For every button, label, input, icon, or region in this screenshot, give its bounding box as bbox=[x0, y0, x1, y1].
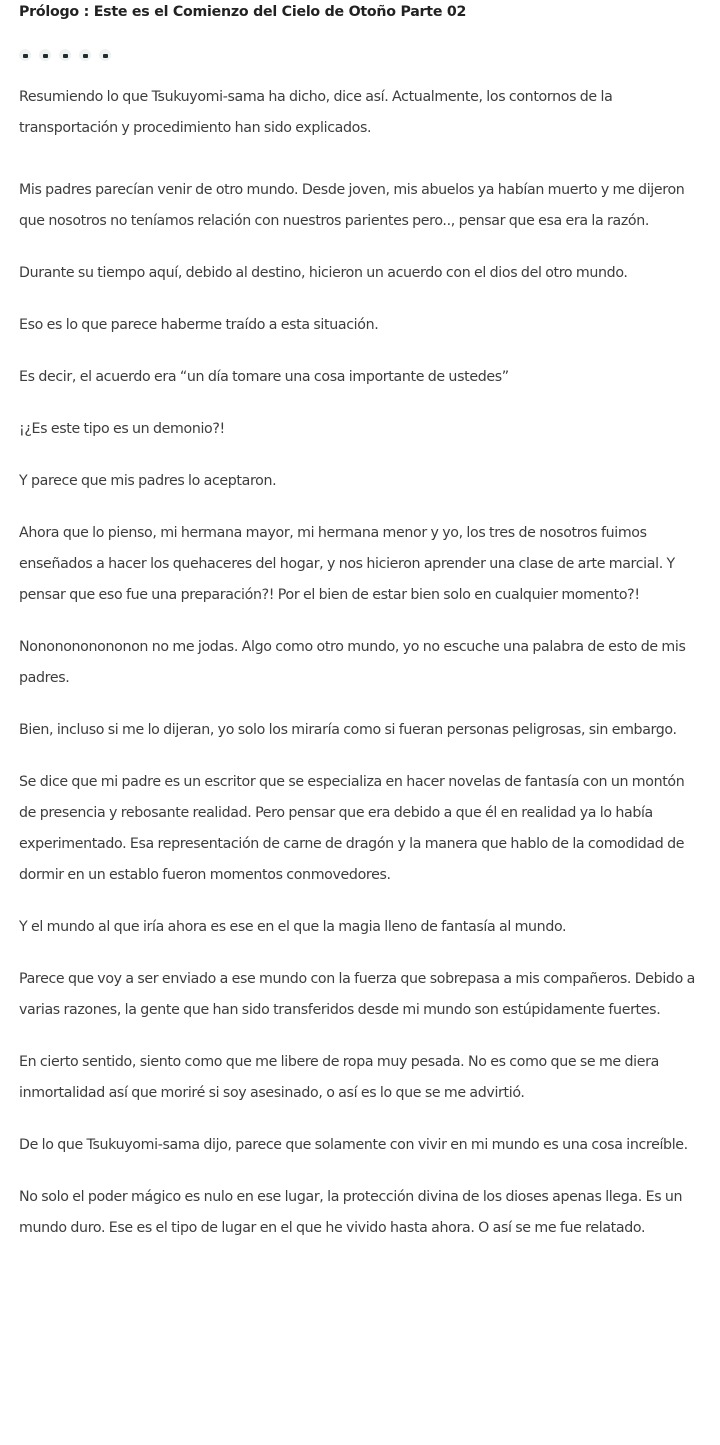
paragraph: No solo el poder mágico es nulo en ese lugar, la protección divina de los dioses apenas llega. Es un mundo duro. Ese es el tipo de lugar en el que he vivido hasta ahora. O así se me fue relatado. bbox=[19, 1189, 683, 1236]
paragraph: Ahora que lo pienso, mi hermana mayor, mi hermana menor y yo, los tres de nosotros fuimos enseñados a hacer los quehaceres del hogar, y nos hicieron aprender una clase de arte marcial. Y pensar que eso fue una preparación?! Por el bien de estar bien solo en cualquier momento?! bbox=[19, 525, 675, 603]
dot-separator-icon bbox=[59, 49, 71, 61]
paragraph: ¡¿Es este tipo es un demonio?! bbox=[19, 421, 225, 437]
paragraph: Bien, incluso si me lo dijeran, yo solo los miraría como si fueran personas peligrosas, sin embargo. bbox=[19, 722, 677, 738]
paragraph: Durante su tiempo aquí, debido al destino, hicieron un acuerdo con el dios del otro mundo. bbox=[19, 265, 628, 281]
dot-separator-icon bbox=[39, 49, 51, 61]
paragraph: Y el mundo al que iría ahora es ese en el que la magia lleno de fantasía al mundo. bbox=[19, 919, 567, 935]
dot-separator-icon bbox=[19, 49, 31, 61]
paragraph: Nononononononon no me jodas. Algo como otro mundo, yo no escuche una palabra de esto de mis padres. bbox=[19, 639, 686, 686]
paragraph: Es decir, el acuerdo era “un día tomare una cosa importante de ustedes” bbox=[19, 369, 509, 385]
paragraph: Mis padres parecían venir de otro mundo. Desde joven, mis abuelos ya habían muerto y me dijeron que nosotros no teníamos relación con nuestros parientes pero.., pensar que esa era la razón. bbox=[19, 182, 685, 229]
paragraph: Y parece que mis padres lo aceptaron. bbox=[19, 473, 277, 489]
paragraph: Eso es lo que parece haberme traído a esta situación. bbox=[19, 317, 379, 333]
chapter-body bbox=[19, 82, 700, 1244]
paragraph: De lo que Tsukuyomi-sama dijo, parece que solamente con vivir en mi mundo es una cosa increíble. bbox=[19, 1137, 688, 1153]
chapter-title: Prólogo : Este es el Comienzo del Cielo de Otoño Parte 02 bbox=[19, 4, 467, 20]
paragraph: Se dice que mi padre es un escritor que se especializa en hacer novelas de fantasía con un montón de presencia y rebosante realidad. Pero pensar que era debido a que él en realidad ya lo había experimentado. Esa representación de carne de dragón y la manera que hablo de la comodidad de dormir en un establo fueron momentos conmovedores. bbox=[19, 774, 685, 883]
dot-separator bbox=[19, 48, 700, 62]
paragraph: En cierto sentido, siento como que me libere de ropa muy pesada. No es como que se me diera inmortalidad así que moriré si soy asesinado, o así es lo que se me advirtió. bbox=[19, 1054, 659, 1101]
paragraph: Parece que voy a ser enviado a ese mundo con la fuerza que sobrepasa a mis compañeros. Debido a varias razones, la gente que han sido transferidos desde mi mundo son estúpidamente fuertes. bbox=[19, 971, 695, 1018]
paragraph: Resumiendo lo que Tsukuyomi-sama ha dicho, dice así. Actualmente, los contornos de la transportación y procedimiento han sido explicados. bbox=[19, 89, 613, 136]
dot-separator-icon bbox=[79, 49, 91, 61]
dot-separator-icon bbox=[99, 49, 111, 61]
